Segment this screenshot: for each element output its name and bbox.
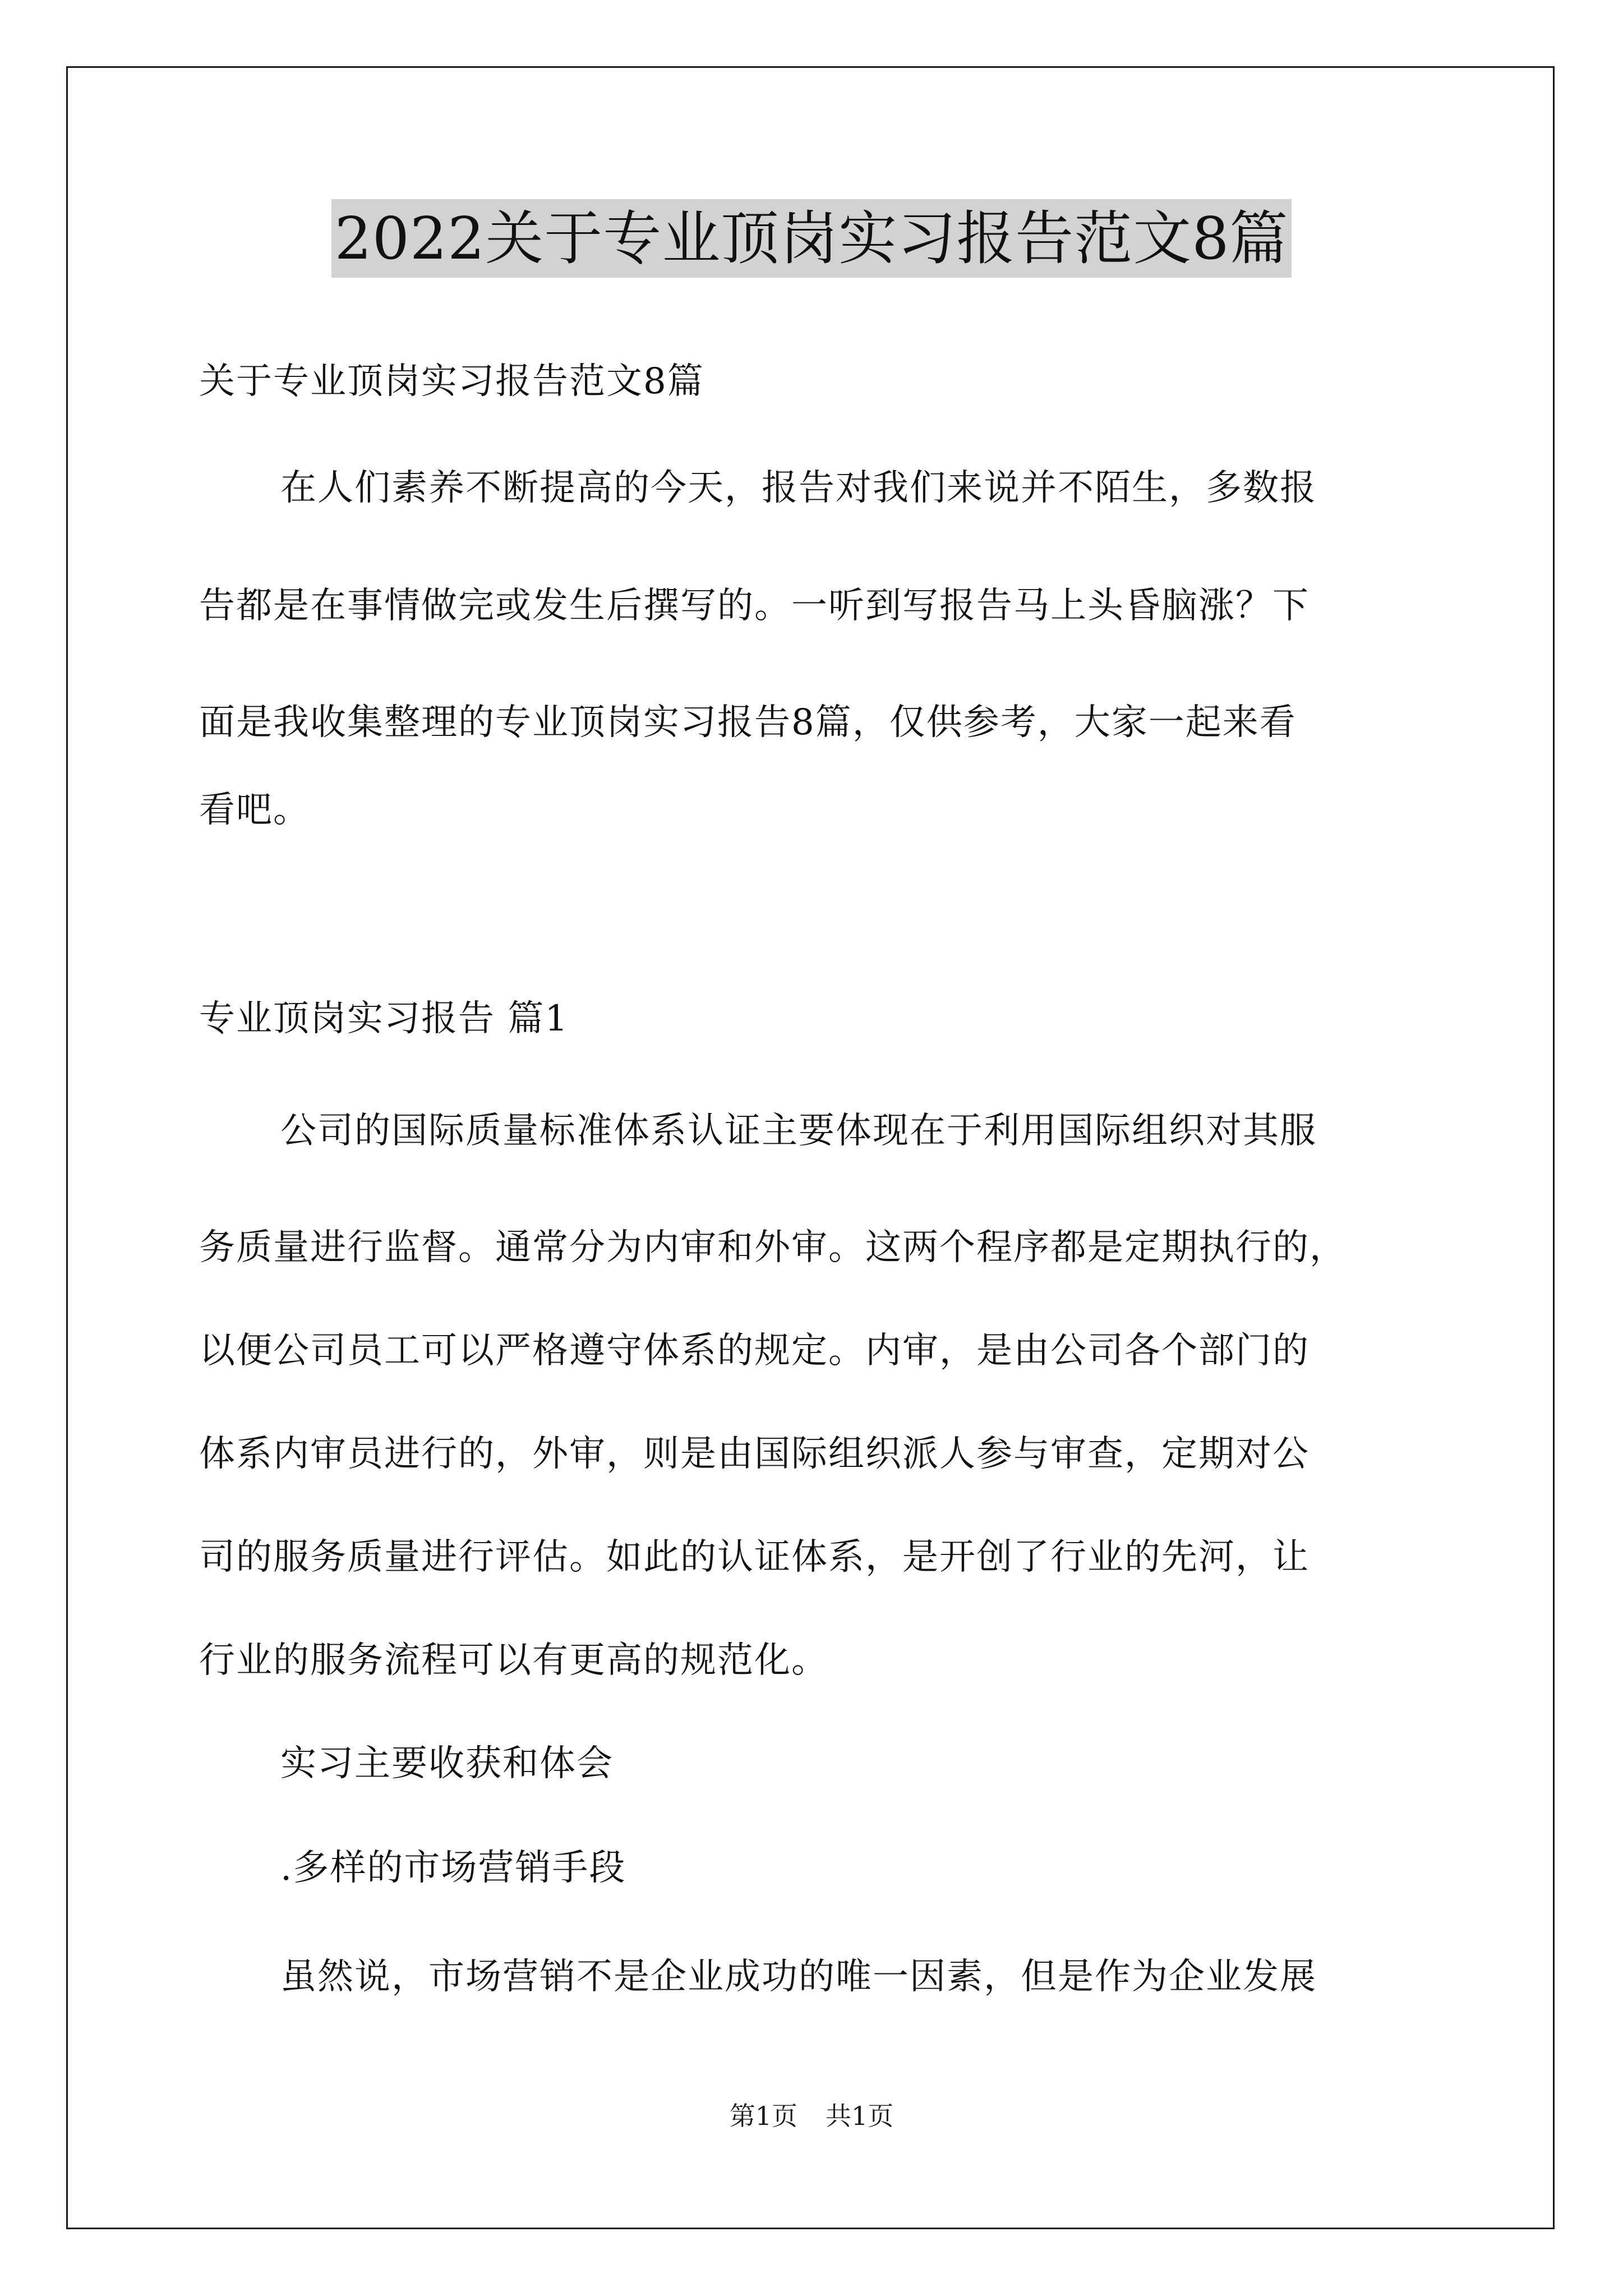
item-heading: .多样的市场营销手段 xyxy=(280,1847,626,1889)
title-wrap xyxy=(0,199,1623,278)
paragraph-line: 行业的服务流程可以有更高的规范化。 xyxy=(199,1640,828,1681)
paragraph-line: 以便公司员工可以严格遵守体系的规定。内审，是由公司各个部门的 xyxy=(199,1330,1310,1372)
page-footer xyxy=(0,2099,1623,2133)
paragraph-line: 务质量进行监督。通常分为内审和外审。这两个程序都是定期执行的， xyxy=(199,1227,1347,1268)
document-title: 2022关于专业顶岗实习报告范文8篇 xyxy=(331,199,1292,278)
page-total: 共1页 xyxy=(826,2101,894,2131)
intro-line: 告都是在事情做完或发生后撰写的。一听到写报告马上头昏脑涨？下 xyxy=(199,585,1310,627)
document-subtitle: 关于专业顶岗实习报告范文8篇 xyxy=(199,361,704,402)
intro-line: 面是我收集整理的专业顶岗实习报告8篇，仅供参考，大家一起来看 xyxy=(199,702,1297,743)
subheading: 实习主要收获和体会 xyxy=(280,1743,614,1784)
paragraph-line: 司的服务质量进行评估。如此的认证体系，是开创了行业的先河，让 xyxy=(199,1536,1310,1578)
paragraph-line: 虽然说，市场营销不是企业成功的唯一因素，但是作为企业发展 xyxy=(280,1956,1317,1998)
intro-line: 在人们素养不断提高的今天，报告对我们来说并不陌生，多数报 xyxy=(280,467,1317,509)
page-number: 第1页 xyxy=(729,2101,797,2131)
section-heading: 专业顶岗实习报告 篇1 xyxy=(199,998,569,1039)
paragraph-line: 体系内审员进行的，外审，则是由国际组织派人参与审查，定期对公 xyxy=(199,1433,1310,1475)
paragraph-line: 公司的国际质量标准体系认证主要体现在于利用国际组织对其服 xyxy=(280,1110,1317,1152)
intro-line: 看吧。 xyxy=(199,789,310,831)
